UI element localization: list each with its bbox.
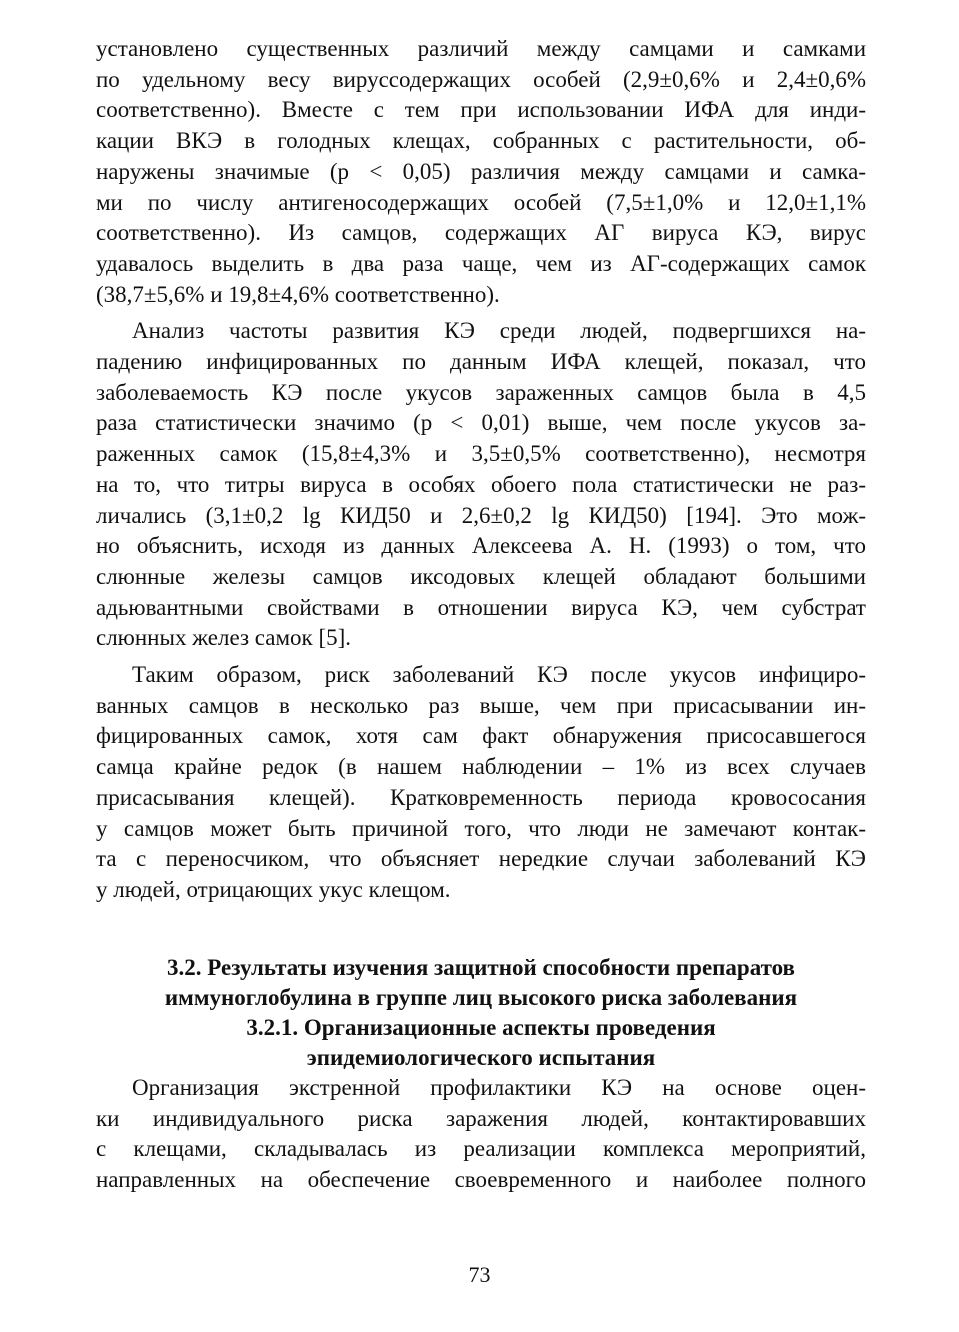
text-line: (38,7±5,6% и 19,8±4,6% соответственно).	[96, 281, 500, 307]
text-line: Организация экстренной профилактики КЭ на основе оцен-	[132, 1075, 866, 1100]
text-line: на то, что титры вируса в особях обоего пола статистически не раз-	[96, 471, 866, 497]
text-line: но объяснить, исходя из данных Алексеева А. Н. (1993) о том, что	[96, 533, 866, 559]
text-line: фицированных самок, хотя сам факт обнаружения присосавшегося	[96, 723, 866, 749]
text-line: ми по числу антигеносодержащих особей (7,5±1,0% и 12,0±1,1%	[96, 189, 866, 215]
text-line: самца крайне редок (в нашем наблюдении – 1% из всех случаев	[96, 754, 866, 780]
text-line: с клещами, складывалась из реализации комплекса мероприятий,	[96, 1136, 866, 1162]
text-line: раза статистически значимо (р < 0,01) выше, чем после укусов за-	[96, 410, 866, 436]
paragraph-2	[96, 316, 866, 654]
body-text-top	[96, 34, 866, 906]
text-line: соответственно). Из самцов, содержащих АГ вируса КЭ, вирус	[96, 220, 866, 246]
subheading-line: эпидемиологического испытания	[306, 1045, 656, 1070]
text-line: заболеваемость КЭ после укусов зараженных самцов была в 4,5	[96, 379, 866, 405]
text-line: личались (3,1±0,2 lg КИД50 и 2,6±0,2 lg КИД50) [194]. Это мож-	[96, 502, 866, 528]
text-line: удавалось выделить в два раза чаще, чем из АГ-содержащих самок	[96, 250, 866, 276]
text-line: соответственно). Вместе с тем при использовании ИФА для инди-	[96, 97, 866, 123]
text-line: слюнных желез самок [5].	[96, 625, 352, 651]
text-line: направленных на обеспечение своевременного и наиболее полного	[96, 1167, 866, 1193]
subheading-line: 3.2.1. Организационные аспекты проведения	[246, 1015, 716, 1040]
text-line: присасывания клещей). Кратковременность периода кровососания	[96, 784, 866, 810]
text-line: ванных самцов в несколько раз выше, чем при присасывании ин-	[96, 692, 866, 718]
text-line: раженных самок (15,8±4,3% и 3,5±0,5% соответственно), несмотря	[96, 441, 866, 467]
paragraph-4	[96, 1073, 866, 1196]
text-line: кации ВКЭ в голодных клещах, собранных с растительности, об-	[96, 128, 866, 154]
text-line: по удельному весу вируссодержащих особей (2,9±0,6% и 2,4±0,6%	[96, 66, 866, 92]
text-line: у людей, отрицающих укус клещом.	[96, 876, 451, 902]
paragraph-1	[96, 34, 866, 310]
text-line: Таким образом, риск заболеваний КЭ после укусов инфициро-	[132, 662, 866, 688]
heading-line: 3.2. Результаты изучения защитной способности препаратов	[167, 955, 795, 980]
body-text-bottom	[96, 1073, 866, 1196]
text-line: слюнные железы самцов иксодовых клещей обладают большими	[96, 563, 866, 589]
text-line: установлено существенных различий между самцами и самками	[96, 36, 866, 61]
heading-line: иммуноглобулина в группе лиц высокого риска заболевания	[164, 985, 798, 1010]
text-line: наружены значимые (р < 0,05) различия между самцами и самка-	[96, 158, 866, 184]
text-line: та с переносчиком, что объясняет нередкие случаи заболеваний КЭ	[96, 846, 866, 872]
text-line: адьювантными свойствами в отношении вируса КЭ, чем субстрат	[96, 594, 866, 620]
page-number: 73	[468, 1262, 491, 1287]
section-heading	[96, 953, 866, 1073]
text-line: ки индивидуального риска заражения людей, контактировавших	[96, 1105, 866, 1131]
text-line: Анализ частоты развития КЭ среди людей, подвергшихся на-	[132, 318, 866, 344]
text-line: падению инфицированных по данным ИФА клещей, показал, что	[96, 349, 866, 375]
text-line: у самцов может быть причиной того, что люди не замечают контак-	[96, 815, 866, 841]
paragraph-3	[96, 660, 866, 906]
